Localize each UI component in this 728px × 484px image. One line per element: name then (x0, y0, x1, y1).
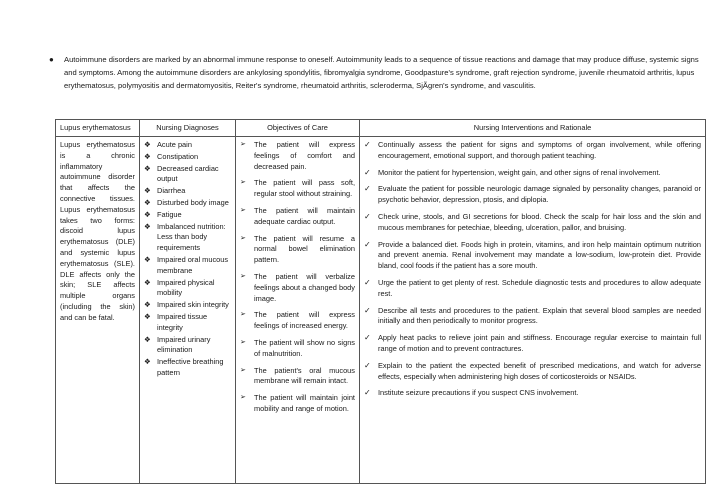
objective-item (240, 272, 355, 304)
arrow-bullet-icon: ➢ (240, 338, 246, 346)
diamond-bullet-icon: ❖ (144, 254, 151, 264)
objective-item (240, 178, 355, 200)
table-row (56, 137, 706, 484)
objective-item-text: The patient will pass soft, regular stool without straining. (254, 178, 355, 199)
checkmark-icon: ✓ (364, 305, 371, 315)
intervention-item (364, 388, 701, 399)
arrow-bullet-icon: ➢ (240, 179, 246, 187)
diamond-bullet-icon: ❖ (144, 277, 151, 287)
diagnosis-item (144, 278, 231, 300)
intervention-item (364, 306, 701, 328)
intervention-item-text: Explain to the patient the expected benefit of prescribed medications, and watch for adverse effects, especially when administering high doses of corticosteroids or NSAIDs. (378, 360, 701, 381)
intervention-item (364, 361, 701, 383)
intervention-item (364, 184, 701, 206)
objective-item (240, 338, 355, 360)
objective-item-text: The patient will maintain adequate cardiac output. (254, 205, 355, 226)
diamond-bullet-icon: ❖ (144, 311, 151, 321)
diamond-bullet-icon: ❖ (144, 209, 151, 219)
objective-item-text: The patient's oral mucous membrane will remain intact. (254, 365, 355, 386)
intro-text: Autoimmune disorders are marked by an abnormal immune response to oneself. Autoimmunity leads to a sequence of tissue reactions and damage that may produce diffuse, systemic signs and symptoms. Among the autoimmune disorders are ankylosing spondylitis, fibromyalgia syndrome, Goodpasture's syndrome, graft rejection syndrome, juvenile rheumatoid arthritis, lupus erythematosus, polymyositis and dermatomyositis, Reiter's syndrome, rheumatoid arthritis, scleroderma, SjÃgren's syndrome, and vasculitis. (64, 55, 699, 90)
diamond-bullet-icon: ❖ (144, 197, 151, 207)
arrow-bullet-icon: ➢ (240, 206, 246, 214)
objective-item (240, 366, 355, 388)
diagnosis-item-text: Diarrhea (157, 186, 186, 196)
bullet-dot-icon: ● (49, 55, 54, 64)
checkmark-icon: ✓ (364, 211, 371, 221)
arrow-bullet-icon: ➢ (240, 311, 246, 319)
diagnosis-item-text: Impaired urinary elimination (157, 334, 211, 355)
checkmark-icon: ✓ (364, 333, 371, 343)
checkmark-icon: ✓ (364, 277, 371, 287)
objective-item (240, 234, 355, 266)
arrow-bullet-icon: ➢ (240, 141, 246, 148)
diamond-bullet-icon: ❖ (144, 140, 151, 149)
objective-item-text: The patient will verbalize feelings about a changed body image. (254, 271, 355, 303)
header-objectives: Objectives of Care (236, 120, 360, 137)
lupus-care-plan-table (55, 119, 706, 484)
diamond-bullet-icon: ❖ (144, 186, 151, 196)
diagnosis-item-text: Imbalanced nutrition: Less than body requirements (157, 221, 226, 253)
header-diagnoses: Nursing Diagnoses (140, 120, 236, 137)
intervention-item-text: Evaluate the patient for possible neurologic damage signaled by personality changes, paranoid or psychotic behavior, depression, ptosis, and diplopia. (378, 184, 701, 205)
intervention-item (364, 333, 701, 355)
diagnosis-item-text: Acute pain (157, 140, 192, 149)
diagnosis-item-text: Decreased cardiac output (157, 163, 219, 184)
diagnosis-item-text: Impaired skin integrity (157, 300, 229, 310)
intervention-item (364, 212, 701, 234)
diagnosis-item (144, 357, 231, 379)
intervention-item (364, 168, 701, 179)
objective-item-text: The patient will resume a normal bowel elimination pattern. (254, 233, 355, 265)
objective-item-text: The patient will show no signs of malnutrition. (254, 337, 355, 358)
objective-item (240, 206, 355, 228)
intervention-item-text: Check urine, stools, and GI secretions for blood. Check the scalp for hair loss and the skin and mucous membranes for petechiae, bleeding, ulceration, pallor, and bruising. (378, 211, 701, 232)
objectives-list (240, 140, 355, 415)
checkmark-icon: ✓ (364, 184, 371, 194)
diagnosis-item-text: Fatigue (157, 209, 182, 219)
intervention-item-text: Continually assess the patient for signs and symptoms of organ involvement, while offering encouragement, emotional support, and thorough patient teaching. (378, 140, 701, 160)
diamond-bullet-icon: ❖ (144, 357, 151, 367)
checkmark-icon: ✓ (364, 360, 371, 370)
diagnosis-item (144, 335, 231, 357)
header-condition: Lupus erythematosus (56, 120, 140, 137)
intervention-item (364, 278, 701, 300)
diagnosis-item (144, 152, 231, 163)
diagnoses-list (144, 140, 231, 379)
interventions-cell (360, 137, 706, 484)
objective-item-text: The patient will express feelings of increased energy. (254, 310, 355, 331)
diamond-bullet-icon: ❖ (144, 334, 151, 344)
intervention-item (364, 240, 701, 272)
intervention-item-text: Describe all tests and procedures to the patient. Explain that several blood samples are needed initially and then periodically to monitor progress. (378, 305, 701, 326)
diagnosis-item (144, 210, 231, 221)
diagnosis-item-text: Disturbed body image (157, 197, 229, 207)
checkmark-icon: ✓ (364, 167, 371, 177)
intervention-item (364, 140, 701, 162)
diagnosis-item (144, 198, 231, 209)
table-header-row (56, 120, 706, 137)
intervention-item-text: Provide a balanced diet. Foods high in protein, vitamins, and iron help maintain optimum nutrition and prevent anemia. Renal involvement may mandate a low-sodium, low-protein diet. Provide bland, cool foods if the patient has a sore mouth. (378, 239, 701, 271)
diagnosis-item-text: Impaired oral mucous membrane (157, 254, 229, 275)
diamond-bullet-icon: ❖ (144, 221, 151, 231)
diamond-bullet-icon: ❖ (144, 163, 151, 173)
objective-item (240, 310, 355, 332)
checkmark-icon: ✓ (364, 239, 371, 249)
diagnosis-item (144, 222, 231, 254)
objective-item (240, 140, 355, 172)
objective-item-text: The patient will maintain joint mobility and range of motion. (254, 393, 355, 413)
diagnosis-item (144, 300, 231, 311)
checkmark-icon: ✓ (364, 140, 371, 149)
intro-paragraph (49, 53, 704, 92)
objectives-cell (236, 137, 360, 484)
arrow-bullet-icon: ➢ (240, 394, 246, 402)
diagnosis-item (144, 255, 231, 277)
diagnosis-item-text: Ineffective breathing pattern (157, 357, 224, 377)
diagnosis-item-text: Impaired tissue integrity (157, 311, 208, 332)
diagnosis-item (144, 312, 231, 334)
intervention-item-text: Urge the patient to get plenty of rest. Schedule diagnostic tests and procedures to allow adequate rest. (378, 277, 701, 298)
interventions-list (364, 140, 701, 399)
objective-item (240, 393, 355, 415)
diagnosis-item (144, 186, 231, 197)
diagnosis-item (144, 164, 231, 186)
intervention-item-text: Institute seizure precautions if you suspect CNS involvement. (378, 388, 579, 398)
diagnosis-item-text: Impaired physical mobility (157, 277, 215, 298)
checkmark-icon: ✓ (364, 388, 371, 398)
condition-description: Lupus erythematosus is a chronic inflammatory autoimmune disorder that affects the connective tissues. Lupus erythematosus takes two forms: discoid lupus erythematosus (DLE) and systemic lupus erythematosus (SLE). DLE affects only the skin; SLE affects multiple organs (including the skin) and can be fatal. (56, 137, 140, 484)
intervention-item-text: Apply heat packs to relieve joint pain and stiffness. Encourage regular exercise to maintain full range of motion and to prevent contractures. (378, 333, 701, 353)
diagnosis-item (144, 140, 231, 151)
diamond-bullet-icon: ❖ (144, 151, 151, 161)
diamond-bullet-icon: ❖ (144, 300, 151, 310)
arrow-bullet-icon: ➢ (240, 366, 246, 374)
arrow-bullet-icon: ➢ (240, 234, 246, 242)
diagnoses-cell (140, 137, 236, 484)
arrow-bullet-icon: ➢ (240, 272, 246, 280)
diagnosis-item-text: Constipation (157, 151, 199, 161)
objective-item-text: The patient will express feelings of comfort and decreased pain. (254, 140, 355, 171)
header-interventions: Nursing Interventions and Rationale (360, 120, 706, 137)
intervention-item-text: Monitor the patient for hypertension, weight gain, and other signs of renal involvement. (378, 167, 661, 177)
